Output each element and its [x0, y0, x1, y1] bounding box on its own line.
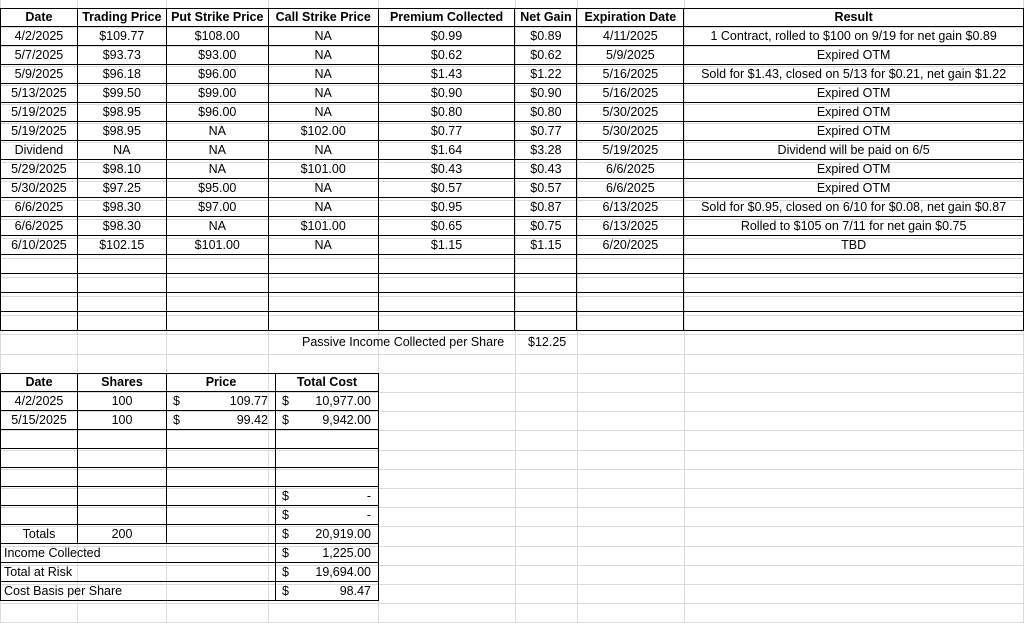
cell-net-gain[interactable]: $0.77 — [515, 122, 577, 141]
empty-cell[interactable] — [78, 430, 167, 449]
empty-cell[interactable] — [77, 255, 166, 274]
empty-cell[interactable] — [78, 468, 167, 487]
cell-premium[interactable]: $0.95 — [378, 198, 515, 217]
empty-cell[interactable] — [268, 274, 378, 293]
empty-cell[interactable] — [167, 468, 276, 487]
shares-table — [0, 373, 379, 601]
header-date[interactable]: Date — [1, 9, 78, 27]
amount: 19,694.00 — [315, 565, 371, 579]
cell-net-gain[interactable]: $0.62 — [515, 46, 577, 65]
currency-symbol: $ — [282, 584, 289, 598]
empty-row — [1, 312, 1024, 331]
cell-put-strike[interactable]: $93.00 — [166, 46, 268, 65]
cell-net-gain[interactable]: $0.80 — [515, 103, 577, 122]
table-row — [1, 27, 1024, 46]
table-row — [1, 198, 1024, 217]
currency-symbol: $ — [282, 413, 289, 427]
cell-premium[interactable]: $1.43 — [378, 65, 515, 84]
cell-net-gain[interactable]: $0.90 — [515, 84, 577, 103]
currency-symbol: $ — [173, 394, 180, 408]
cell-net-gain[interactable]: $0.89 — [515, 27, 577, 46]
amount: 99.42 — [236, 413, 268, 427]
empty-cell[interactable] — [1, 255, 78, 274]
empty-cell[interactable] — [577, 274, 684, 293]
summary-value[interactable] — [276, 563, 379, 582]
table-row — [1, 65, 1024, 84]
empty-cell[interactable] — [1, 487, 78, 506]
empty-cell[interactable] — [167, 430, 276, 449]
table-row — [1, 217, 1024, 236]
options-table — [0, 8, 1024, 331]
cell-trading-price[interactable]: $98.10 — [77, 160, 166, 179]
cell-put-strike[interactable]: $101.00 — [166, 236, 268, 255]
table-row — [1, 487, 379, 506]
cell-premium[interactable]: $0.80 — [378, 103, 515, 122]
cell-premium[interactable]: $1.15 — [378, 236, 515, 255]
amount: - — [366, 508, 371, 522]
cell-trading-price[interactable]: NA — [77, 141, 166, 160]
cell-result[interactable]: Expired OTM — [684, 160, 1024, 179]
cell-premium[interactable]: $0.99 — [378, 27, 515, 46]
cell-net-gain[interactable]: $0.57 — [515, 179, 577, 198]
cell-call-strike[interactable]: NA — [268, 84, 378, 103]
currency-symbol: $ — [282, 546, 289, 560]
empty-cell[interactable] — [1, 430, 78, 449]
empty-cell[interactable] — [1, 449, 78, 468]
cell-put-strike[interactable]: $99.00 — [166, 84, 268, 103]
cell-trading-price[interactable]: $98.95 — [77, 122, 166, 141]
summary-value[interactable] — [276, 544, 379, 563]
cell-expiration[interactable]: 6/13/2025 — [577, 217, 684, 236]
cell-net-gain[interactable]: $0.43 — [515, 160, 577, 179]
cell-date[interactable]: Dividend — [1, 141, 78, 160]
header-result[interactable]: Result — [684, 9, 1024, 27]
empty-cell[interactable] — [1, 274, 78, 293]
cell-net-gain[interactable]: $0.87 — [515, 198, 577, 217]
cell-premium[interactable]: $0.43 — [378, 160, 515, 179]
empty-cell[interactable] — [378, 312, 515, 331]
empty-cell[interactable] — [268, 293, 378, 312]
cell-result[interactable]: Expired OTM — [684, 84, 1024, 103]
cell-call-strike[interactable]: $101.00 — [268, 160, 378, 179]
cell-net-gain[interactable]: $0.75 — [515, 217, 577, 236]
empty-cell[interactable] — [1, 293, 78, 312]
header-date[interactable]: Date — [1, 374, 78, 392]
empty-cell[interactable] — [276, 449, 379, 468]
summary-row — [1, 544, 379, 563]
table-row — [1, 141, 1024, 160]
empty-cell[interactable] — [268, 312, 378, 331]
empty-cell[interactable] — [276, 468, 379, 487]
cell-call-strike[interactable]: NA — [268, 236, 378, 255]
empty-cell[interactable] — [77, 274, 166, 293]
cell-expiration[interactable]: 4/11/2025 — [577, 27, 684, 46]
cell-premium[interactable]: $0.62 — [378, 46, 515, 65]
cell-date[interactable]: 5/7/2025 — [1, 46, 78, 65]
cell-date[interactable]: 6/6/2025 — [1, 198, 78, 217]
cell-call-strike[interactable]: NA — [268, 198, 378, 217]
empty-cell[interactable] — [167, 487, 276, 506]
empty-row — [1, 449, 379, 468]
amount: 10,977.00 — [315, 394, 371, 408]
gridline-row — [0, 354, 1024, 355]
currency-symbol: $ — [282, 489, 289, 503]
cell-date[interactable]: 6/6/2025 — [1, 217, 78, 236]
cell-expiration[interactable]: 5/30/2025 — [577, 122, 684, 141]
passive-income-value[interactable]: $12.25 — [528, 335, 567, 349]
cell-put-strike[interactable]: NA — [166, 217, 268, 236]
empty-cell[interactable] — [515, 312, 577, 331]
empty-cell[interactable] — [166, 274, 268, 293]
empty-cell[interactable] — [276, 430, 379, 449]
cell-price[interactable] — [167, 411, 276, 430]
summary-value[interactable] — [276, 582, 379, 601]
empty-cell[interactable] — [1, 468, 78, 487]
empty-cell[interactable] — [577, 255, 684, 274]
cell-result[interactable]: Expired OTM — [684, 122, 1024, 141]
header-put-strike[interactable]: Put Strike Price — [166, 9, 268, 27]
cell-date[interactable]: 5/13/2025 — [1, 84, 78, 103]
cell-result[interactable]: TBD — [684, 236, 1024, 255]
empty-cell[interactable] — [378, 274, 515, 293]
cell-date[interactable]: 5/29/2025 — [1, 160, 78, 179]
cell-put-strike[interactable]: $96.00 — [166, 103, 268, 122]
cell-date[interactable]: 5/15/2025 — [1, 411, 78, 430]
summary-label[interactable]: Total at Risk — [1, 563, 276, 582]
cell-premium[interactable]: $1.64 — [378, 141, 515, 160]
header-total-cost[interactable]: Total Cost — [276, 374, 379, 392]
cell-expiration[interactable]: 5/16/2025 — [577, 65, 684, 84]
empty-cell[interactable] — [378, 255, 515, 274]
empty-cell[interactable] — [167, 525, 276, 544]
summary-label[interactable]: Cost Basis per Share — [1, 582, 276, 601]
cell-result[interactable]: 1 Contract, rolled to $100 on 9/19 for net gain $0.89 — [684, 27, 1024, 46]
totals-label[interactable]: Totals — [1, 525, 78, 544]
cell-result[interactable]: Sold for $1.43, closed on 5/13 for $0.21, net gain $1.22 — [684, 65, 1024, 84]
cell-net-gain[interactable]: $1.22 — [515, 65, 577, 84]
cell-expiration[interactable]: 5/9/2025 — [577, 46, 684, 65]
empty-cell[interactable] — [268, 255, 378, 274]
table-row — [1, 122, 1024, 141]
empty-cell[interactable] — [166, 312, 268, 331]
header-trading-price[interactable]: Trading Price — [77, 9, 166, 27]
header-premium[interactable]: Premium Collected — [378, 9, 515, 27]
cell-date[interactable]: 5/9/2025 — [1, 65, 78, 84]
empty-row — [1, 274, 1024, 293]
cell-call-strike[interactable]: NA — [268, 46, 378, 65]
empty-cell[interactable] — [1, 506, 78, 525]
header-shares[interactable]: Shares — [78, 374, 167, 392]
cell-shares[interactable]: 100 — [78, 411, 167, 430]
cell-put-strike[interactable]: NA — [166, 160, 268, 179]
cell-expiration[interactable]: 6/20/2025 — [577, 236, 684, 255]
cell-premium[interactable]: $0.65 — [378, 217, 515, 236]
cell-expiration[interactable]: 6/13/2025 — [577, 198, 684, 217]
gridline-row — [0, 334, 1024, 335]
cell-date[interactable]: 5/19/2025 — [1, 122, 78, 141]
cell-expiration[interactable]: 5/16/2025 — [577, 84, 684, 103]
cell-date[interactable]: 5/30/2025 — [1, 179, 78, 198]
cell-result[interactable]: Sold for $0.95, closed on 6/10 for $0.08, net gain $0.87 — [684, 198, 1024, 217]
currency-symbol: $ — [282, 394, 289, 408]
cell-call-strike[interactable]: NA — [268, 141, 378, 160]
empty-cell[interactable] — [515, 255, 577, 274]
cell-price[interactable] — [167, 392, 276, 411]
empty-row — [1, 430, 379, 449]
cell-shares[interactable]: 100 — [78, 392, 167, 411]
cell-call-strike[interactable]: NA — [268, 27, 378, 46]
cell-net-gain[interactable]: $3.28 — [515, 141, 577, 160]
cell-date[interactable]: 4/2/2025 — [1, 392, 78, 411]
amount: 20,919.00 — [315, 527, 371, 541]
totals-row — [1, 525, 379, 544]
gridline-row — [0, 603, 1024, 604]
table-row — [1, 160, 1024, 179]
cell-net-gain[interactable]: $1.15 — [515, 236, 577, 255]
empty-cell[interactable] — [515, 293, 577, 312]
cell-premium[interactable]: $0.77 — [378, 122, 515, 141]
cell-trading-price[interactable]: $98.30 — [77, 217, 166, 236]
empty-cell[interactable] — [577, 312, 684, 331]
table-row — [1, 236, 1024, 255]
summary-row — [1, 582, 379, 601]
cell-trading-price[interactable]: $99.50 — [77, 84, 166, 103]
table-row — [1, 392, 379, 411]
cell-total-cost[interactable] — [276, 392, 379, 411]
empty-cell[interactable] — [684, 255, 1024, 274]
cell-expiration[interactable]: 5/30/2025 — [577, 103, 684, 122]
currency-symbol: $ — [173, 413, 180, 427]
header-call-strike[interactable]: Call Strike Price — [268, 9, 378, 27]
empty-cell[interactable] — [78, 487, 167, 506]
cell-total-cost[interactable] — [276, 487, 379, 506]
cell-call-strike[interactable]: NA — [268, 179, 378, 198]
totals-shares[interactable]: 200 — [78, 525, 167, 544]
cell-premium[interactable]: $0.57 — [378, 179, 515, 198]
cell-date[interactable]: 6/10/2025 — [1, 236, 78, 255]
empty-cell[interactable] — [167, 506, 276, 525]
cell-expiration[interactable]: 6/6/2025 — [577, 179, 684, 198]
summary-label[interactable]: Income Collected — [1, 544, 276, 563]
table-row — [1, 506, 379, 525]
cell-put-strike[interactable]: $95.00 — [166, 179, 268, 198]
amount: 9,942.00 — [322, 413, 371, 427]
cell-call-strike[interactable]: $102.00 — [268, 122, 378, 141]
empty-cell[interactable] — [166, 255, 268, 274]
cell-result[interactable]: Expired OTM — [684, 46, 1024, 65]
cell-call-strike[interactable]: NA — [268, 65, 378, 84]
shares-header-row — [1, 374, 379, 392]
cell-put-strike[interactable]: NA — [166, 141, 268, 160]
cell-result[interactable]: Expired OTM — [684, 103, 1024, 122]
table-row — [1, 46, 1024, 65]
cell-result[interactable]: Rolled to $105 on 7/11 for net gain $0.75 — [684, 217, 1024, 236]
header-net-gain[interactable]: Net Gain — [515, 9, 577, 27]
empty-cell[interactable] — [167, 449, 276, 468]
table-row — [1, 411, 379, 430]
cell-total-cost[interactable] — [276, 506, 379, 525]
passive-income-label[interactable]: Passive Income Collected per Share — [302, 335, 505, 349]
empty-cell[interactable] — [78, 449, 167, 468]
empty-cell[interactable] — [378, 293, 515, 312]
cell-date[interactable]: 4/2/2025 — [1, 27, 78, 46]
header-expiration[interactable]: Expiration Date — [577, 9, 684, 27]
table-row — [1, 179, 1024, 198]
cell-trading-price[interactable]: $102.15 — [77, 236, 166, 255]
table-row — [1, 84, 1024, 103]
cell-trading-price[interactable]: $93.73 — [77, 46, 166, 65]
cell-call-strike[interactable]: $101.00 — [268, 217, 378, 236]
totals-cost[interactable] — [276, 525, 379, 544]
cell-date[interactable]: 5/19/2025 — [1, 103, 78, 122]
empty-cell[interactable] — [684, 274, 1024, 293]
empty-cell[interactable] — [684, 293, 1024, 312]
currency-symbol: $ — [282, 527, 289, 541]
empty-cell[interactable] — [684, 312, 1024, 331]
cell-put-strike[interactable]: $97.00 — [166, 198, 268, 217]
empty-cell[interactable] — [1, 312, 78, 331]
empty-cell[interactable] — [577, 293, 684, 312]
empty-row — [1, 255, 1024, 274]
amount: 1,225.00 — [322, 546, 371, 560]
cell-trading-price[interactable]: $97.25 — [77, 179, 166, 198]
cell-put-strike[interactable]: $108.00 — [166, 27, 268, 46]
cell-trading-price[interactable]: $109.77 — [77, 27, 166, 46]
empty-row — [1, 468, 379, 487]
summary-row — [1, 563, 379, 582]
currency-symbol: $ — [282, 508, 289, 522]
empty-cell[interactable] — [515, 274, 577, 293]
cell-result[interactable]: Expired OTM — [684, 179, 1024, 198]
cell-trading-price[interactable]: $96.18 — [77, 65, 166, 84]
empty-cell[interactable] — [77, 312, 166, 331]
empty-cell[interactable] — [78, 506, 167, 525]
empty-cell[interactable] — [166, 293, 268, 312]
cell-expiration[interactable]: 6/6/2025 — [577, 160, 684, 179]
cell-put-strike[interactable]: NA — [166, 122, 268, 141]
table-row — [1, 103, 1024, 122]
cell-premium[interactable]: $0.90 — [378, 84, 515, 103]
cell-trading-price[interactable]: $98.30 — [77, 198, 166, 217]
currency-symbol: $ — [282, 565, 289, 579]
cell-put-strike[interactable]: $96.00 — [166, 65, 268, 84]
cell-total-cost[interactable] — [276, 411, 379, 430]
empty-row — [1, 293, 1024, 312]
header-price[interactable]: Price — [167, 374, 276, 392]
amount: 109.77 — [229, 394, 268, 408]
cell-result[interactable]: Dividend will be paid on 6/5 — [684, 141, 1024, 160]
cell-call-strike[interactable]: NA — [268, 103, 378, 122]
cell-trading-price[interactable]: $98.95 — [77, 103, 166, 122]
amount: - — [366, 489, 371, 503]
amount: 98.47 — [339, 584, 371, 598]
cell-expiration[interactable]: 5/19/2025 — [577, 141, 684, 160]
empty-cell[interactable] — [77, 293, 166, 312]
options-header-row — [1, 9, 1024, 27]
